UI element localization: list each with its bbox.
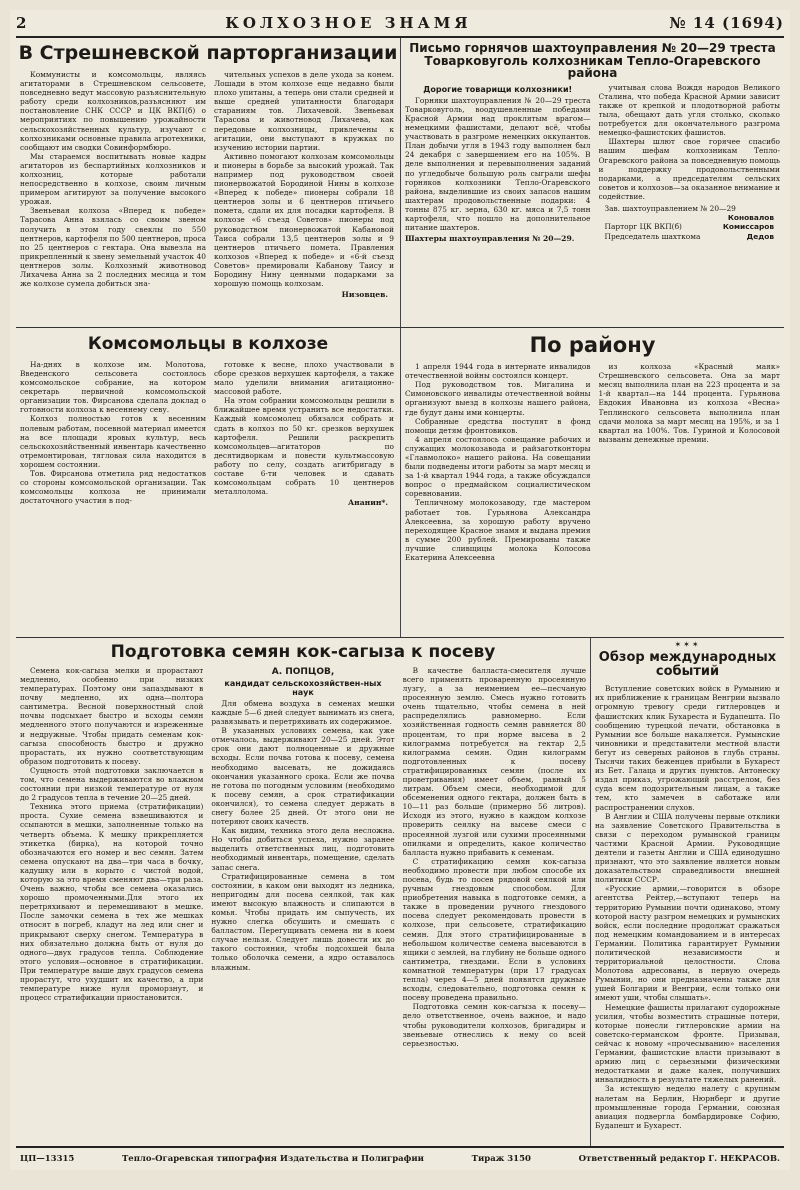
paragraph: Как видим, техника этого дела несложна. Но чтобы добиться успеха, нужно заранее выделить ответственных лиц, подготовить необходимый инвентарь, помещение, сделать запас снега. (211, 826, 395, 872)
article-title: Подготовка семян кок-сагыза к посеву (110, 642, 496, 662)
paragraph: Горняки шахтоуправления № 20—29 треста Товарковуголь, воодушевленные победами Красной Армии над проклятым врагом—немецкими фашистами, делают всё, чтобы участвовать в разгроме немецких оккупантов. План добычи угля в 1943 году выполнен был 24 декабря с завершением его на 105%. В деле выполнения и перевыполнения заданий по угледобыче большую роль сыграли шефы горняков колхозники Тепло-Огаревского района, выделившие из своих запасов нашим шахтерам продовольственные подарки: 4 тонны 875 кг. зерна, 630 кг. мяса и 7,5 тонн картофеля, что пошло на дополнительное питание шахтеров. (405, 95, 591, 233)
paragraph: В указанных условиях семена, как уже отмечалось, выдерживают 20—25 дней. Этот срок они дают полноценные и дружные всходы. Если почва готова к посеву, семена необходимо высевать, не дожидаясь окончания указанного срока. Если же почва не готова по погодным условиям (необходимо к посеву семян, а срок стратификации окончился), то семена следует держать в снегу более 25 дней. От этого они не потеряют своих качеств. (211, 726, 395, 827)
ornament-divider: ✶✶✶ (674, 640, 701, 649)
footer (16, 1146, 784, 1170)
article-title: В Стрешневской парторганизации (18, 42, 398, 64)
paragraph: В Англии и США получены первые отклики на заявление Советского Правительства в связи с переходом румынской границы частями Красной Армии. Руководящие деятели и газеты Англии и США единодушно признают, что это заявление является новым доказательством справедливости внешней политики СССР. (595, 811, 780, 885)
article-streshnevo (16, 38, 401, 327)
page-number: 2 (16, 14, 28, 32)
signatures (605, 204, 775, 241)
sign-role: Председатель шахткома (604, 231, 701, 241)
paragraph: С стратификацию семян кок-сагыза необходимо провести при любом способе их посева, будь то посев рядовой сеялкой или ручным гнездовым способом. Для приобретения навыка в подготовке семян, а также в проведении ручного гнездового посева следует рекомендовать провести в колхозе, при сельсовете, стратификацию семян. Для этого стратифицированные в небольшом количестве семена высеваются в ящики с землей, на глубину не больше одного сантиметра, гнездами. Если в условиях комнатной температуры (при 17 градусах тепла) через 4—5 дней появятся дружные всходы, следовательно, подготовка семян к посеву проведена правильно. (402, 856, 586, 1003)
signature: Низовцев. (341, 290, 388, 300)
paragraph: готовке к весне, плохо участвовали в сборе срезков верхушек картофеля, а также мало уделили внимания агитационно-массовой работе. (214, 359, 394, 397)
paragraph: из колхоза «Красный маяк» Стрешневского сельсовета. Она за март месяц выполнила план на 223 процента и за 1-й квартал—на 144 процента. Гурьянова Евдокия Ивановна из колхоза «Весна» Теплинского сельсовета выполнила план сдачи молока за март месяц на 195%, и за 1 квартал на 100%. Тов. Гуриной и Колосовой вызваны денежные премии. (598, 362, 780, 444)
paragraph: На-днях в колхозе им. Молотова, Введенского сельсовета состоялось комсомольское собрание, на котором секретарь первичной комсомольской организации тов. Фирсанова сделала доклад о готовности колхоза к весеннему севу. (20, 359, 206, 415)
top-row (16, 38, 784, 328)
paragraph: Стратифицированные семена в том состоянии, в каком они выходят из ледника, непригодны для посева сеялкой, так как имеют высокую влажность и слипаются в комья. Чтобы придать им сыпучесть, их нужно слегка обсушить и смешать с балластом. Перегущивать семена ни в коем случае нельзя. Следует лишь довести их до такого состояния, чтобы подсохшей была только оболочка семени, а ядро оставалось влажным. (211, 871, 395, 972)
paragraph: Для обмена воздуха в семенах мешки каждые 5—6 дней следует вынимать из снега, развязывать и перетряхивать их содержимое. (211, 698, 395, 727)
paragraph: Коммунисты и комсомольцы, являясь агитаторами в Стрешневском сельсовете, повседневно ведут массовую разъяснительную работу среди колхозников,разъясняют им постановление СНК СССР и ЦК ВКП(б) о мероприятиях по повышению урожайности сельскохозяйственных культур, изучают с колхозниками основные правила агротехники, сообщают им сводки Совинформбюро. (20, 69, 206, 152)
author-title: кандидат сельскохозяйствен-ных наук (224, 678, 382, 697)
paragraph: На этом собрании комсомольцы решили в ближайшее время устранить все недостатки. Каждый комсомолец обязался собрать и сдать в колхоз по 50 кг. срезков верхушек картофеля. Решили раскрепить комсомольцев—агитаторов по десятидворкам и повести культмассовую работу по селу, создать агитбригаду в составе 6-ти человек и сдавать комсомольцам собрать 10 центнеров металлолома. (214, 396, 394, 497)
paragraph: Тов. Фирсанова отметила ряд недостатков со стороны комсомольской организации. Так комсомольцы колхоза не принимали достаточного участия в под- (20, 468, 206, 506)
article-title: По району (529, 333, 656, 357)
paragraph: чительных успехов в деле ухода за конем. Лошади в этом колхозе еще недавно были плохо упитаны, а теперь они стали средней и выше средней упитанности благодаря стараниям тов. Лихачевой. Звеньевая Тарасова и животновод Лихачева, как передовые колхозницы, привлечены к агитации, они выступают в кружках по изучению истории партии. (214, 69, 394, 152)
paragraph: Звеньевая колхоза «Вперед к победе» Тарасова Анна взялась со своим звеном получить в этом году свеклы по 550 центнеров, картофеля по 500 центнеров, проса по 25 центнеров с гектара. Она вывезла на прикрепленный к звену земельный участок 40 центнеров золы. Колхозный животновод Лихачева Анна за 2 последних месяца и том же колхозе сумела добиться зна- (20, 206, 206, 289)
paragraph: «Русские армии,—говорится в обзоре агентства Рейтер,—вступают теперь на территорию Румынии почти одинаково, этому которой насту разгром немецких и румынских войск, если последние продолжат сражаться под немецким командованием и в интересах Германии. Политика гарантирует Румынии политической независимости и территориальной целостности. Слова Молотова адресованы, в первую очередь Румынии, но они предназначены также для ушей Болгарии и Венгрии, если только они имеют уши, чтобы слышать». (595, 884, 780, 1003)
newspaper-title: КОЛХОЗНОЕ ЗНАМЯ (225, 14, 472, 32)
paragraph: Подготовка семян кок-сагыза к посеву—дело ответственное, очень важное, и надо чтобы руководители колхозов, бригадиры и звеньевые отнеслись к нему со всей серьезностью. (402, 1002, 586, 1048)
footer-editor: Ответственный редактор Г. НЕКРАСОВ. (578, 1154, 780, 1164)
article-miners-letter (401, 38, 784, 327)
footer-circulation: Тираж 3150 (471, 1154, 531, 1164)
paragraph: Собранные средства поступят в фонд помощи детям фронтовиков. (405, 416, 591, 435)
sign-title: Зав. шахтоуправлением № 20—29 (604, 204, 736, 213)
article-international-review (591, 638, 784, 1146)
article-title: Письмо горнячов шахтоуправления № 20—29 треста (409, 41, 776, 55)
sign-name: Дедов (746, 231, 774, 241)
issue-number: № 14 (1694) (669, 14, 784, 32)
article-district-news (401, 328, 784, 637)
paragraph: Немецкие фашисты прилагают судорожные усилия, чтобы возместить страшные потери, которые понесли гитлеровские армии на советско-германском фронте. Призывая, сейчас к новому «прочесыванию» населения Германии, фашистские власти призывают в армию лиц с серьезными физическими недостатками и даже калек, получивших инвалидность в результате тяжелых ранений. (595, 1002, 780, 1085)
bottom-row (16, 638, 784, 1146)
newspaper-page (10, 10, 790, 1170)
masthead (16, 10, 784, 38)
footer-printer: Тепло-Огаревская типография Издательства и Полиграфии (121, 1154, 424, 1164)
signature: Шахтеры шахтоуправления № 20—29. (405, 234, 575, 244)
paragraph: Мы стараемся воспитывать новые кадры агитаторов из беспартийных колхозников и колхозниц, которые работали непосредственно в колхозе, своим личным примером агитируют за получение высокого урожая. (20, 151, 206, 207)
article-komsomol (16, 328, 401, 637)
paragraph: 4 апреля состоялось совещание рабочих и служащих молокозавода и райзаготконторы «Главмолоко» нашего района. На совещании были подведены итоги работы за март месяц и за 1-й квартал 1944 года, а также обсуждался вопрос о предмайском социалистическом соревновании. (405, 434, 591, 499)
paragraph: Под руководством тов. Мигалина и Симоновского инвалиды отечественной войны организуют выезд в колхозы нашего района, где будут даны ими концерты. (405, 380, 591, 417)
footer-code: ЦП—13315 (20, 1154, 75, 1164)
sign-name: Коновалов (727, 213, 774, 223)
sign-role: Парторг ЦК ВКП(б) (604, 222, 682, 232)
greeting: Дорогие товарищи колхозники! (423, 84, 573, 94)
article-title: Комсомольцы в колхозе (87, 334, 329, 354)
signature: Ананин*. (347, 498, 388, 508)
paragraph: Техника этого приема (стратификации) проста. Сухие семена взвешиваются и ссыпаются в мешки, заполненные только на четверть объема. К мешку прикрепляется этикетка (бирка), на которой точно обозначаются его номер и вес семян. Затем семена опускают на два—три часа в бочку, кадушку или в корыто с чистой водой, которую за это время сменяют два—три раза. Очень важно, чтобы все семена оказались хорошо промоченными.Для этого их перетряхивают и перемешивают в мешке. После замочки семена в тех же мешках относят в погреб, кладут на лед или снег и прикрывают сверху снегом. Температура в них обязательно должна быть от нуля до одного—двух градусов тепла. Соблюдение этого условия—основное в стратификации. При температуре выше двух градусов семена прорастут, что ухудшит их качество, а при температуре ниже нуля проморзнут, и процесс стратификации приостановится. (20, 802, 204, 1003)
paragraph: Вступление советских войск в Румынию и их приближение к границам Венгрии вызвало огромную тревогу среди гитлеровцев и фашистских клик Бухареста и Будапешта. По сообщению турецкой печати, обстановка в Румынии все больше накаляется. Румынские чиновники и представители местной власти бегут из северных районов в глубь страны. Тысячи таких беженцев прибыли в Бухарест из Бет. Галаца и других пунктов. Антонеску издал приказ, угрожающий расстрелом, без суда всем подозрительным лицам, а также тем, кто замечен в саботаже или распространении слухов. (595, 684, 780, 812)
paragraph: Сущность этой подготовки заключается в том, что семена выдерживаются во влажном состоянии при низкой температуре от нуля до 2 градусов тепла в течение 20—25 дней. (20, 765, 204, 803)
paragraph: учитывая слова Вождя народов Великого Сталина, что победа Красной Армии зависит также от крепкой и плодотворной работы тыла, обещают дать угля столько, сколько потребуется для окончательного разгрома немецко-фашистских фашистов. (598, 82, 780, 138)
paragraph: Колхоз полностью готов к весенним полевым работам, посевной материал имеется на все площади яровых культур, весь сельскохозяйственный инвентарь качественно отремонтирован, тягловая сила находится в хорошем состоянии. (20, 414, 206, 469)
paragraph: Тепличному молокозаводу, где мастером работает тов. Гурьянова Александра Алексеевна, за хорошую работу вручено переходящее Красное знамя и выдана премия в сумме 200 рублей. Премированы также лучшие сливщицы молока Колосова Екатерина Алексеевна (405, 498, 591, 563)
paragraph: 1 апреля 1944 года в интернате инвалидов отечественной войны состоялся концерт. (405, 362, 591, 381)
sign-name: Комиссаров (722, 222, 774, 232)
article-subtitle: Товарковуголь колхозникам Тепло-Огаревского района (424, 53, 761, 81)
paragraph: Шахтеры шлют свое горячее спасибо нашим шефам колхозникам Тепло-Огаревского района за повседневную помощь и поддержку продовольственными подарками, а председателям сельских советов и колхозов—за оказанное внимание и содействие. (598, 137, 780, 201)
paragraph: Активно помогают колхозам комсомольцы и пионеры в борьбе за высокий урожай. Так например под руководством своей пионервожатой Бородиной Нины в колхозе «Вперед к победе» пионеры собрали 18 центнеров золы и 6 центнеров птичьего помета, сдали их для посадки картофеля. В колхозе «6 съезд Советов» пионеры под руководством пионервожатой Кабановой Таиса собрали 13,5 центнеров золы и 9 центнеров птичьего помета. Правления колхозов «Вперед к победе» и «6-й съезд Советов» премировали Кабанову Таису и Бородину Нину ценными подарками за хорошую помощь колхозам. (214, 151, 394, 289)
author: А. ПОПЦОВ, (271, 666, 335, 677)
article-kok-sagyz (16, 638, 591, 1146)
middle-row (16, 328, 784, 638)
article-title: Обзор международных событий (598, 650, 777, 679)
paragraph: Семена кок-сагыза мелки и прорастают медленно, особенно при низких температурах. Поэтому они запаздывают в почву медленно, их одна—полтора сантиметра. Весной поверхностный слой почвы подсыхает быстро и всходы семян медленного этого получаются и изреженные и недружные. Чтобы придать семенам кок-сагыза способность быстро и дружно прорастать, их нужно соответствующим образом подготовить к посеву. (20, 665, 204, 766)
paragraph: В качестве балласта-смесителя лучше всего применять проваренную просеянную лузгу, а за неимением ее—песчаную просеянную землю. Смесь нужно готовить очень тщательно, чтобы семена в ней распределялись равномерно. Если хозяйственная годность семян равняется 80 процентам, то при норме высева в 2 килограмма потребуется на гектар 2,5 килограмма семян. Один килограмм подготовленных к посеву стратифицированных семян (после их проветривания) имеет объем, равный 5 литрам. Объем смеси, необходимой для обсеменения одного гектара, должен быть в 10—11 раз больше (примерно 56 литров). Исходя из этого, нужно в каждом колхозе проверить сеялку на высеве смеси с просеянной лузгой или сухими просеянными опилками и определить, какое количество балласта нужно прибавить к семенам. (402, 665, 586, 857)
paragraph: За истекшую неделю налету с крупным налетам на Берлин, Нюрнберг и другие промышленные города Германии, союзная авиация подвергла бомбардировке Софию, Будапешт и Бухарест. (595, 1084, 780, 1130)
